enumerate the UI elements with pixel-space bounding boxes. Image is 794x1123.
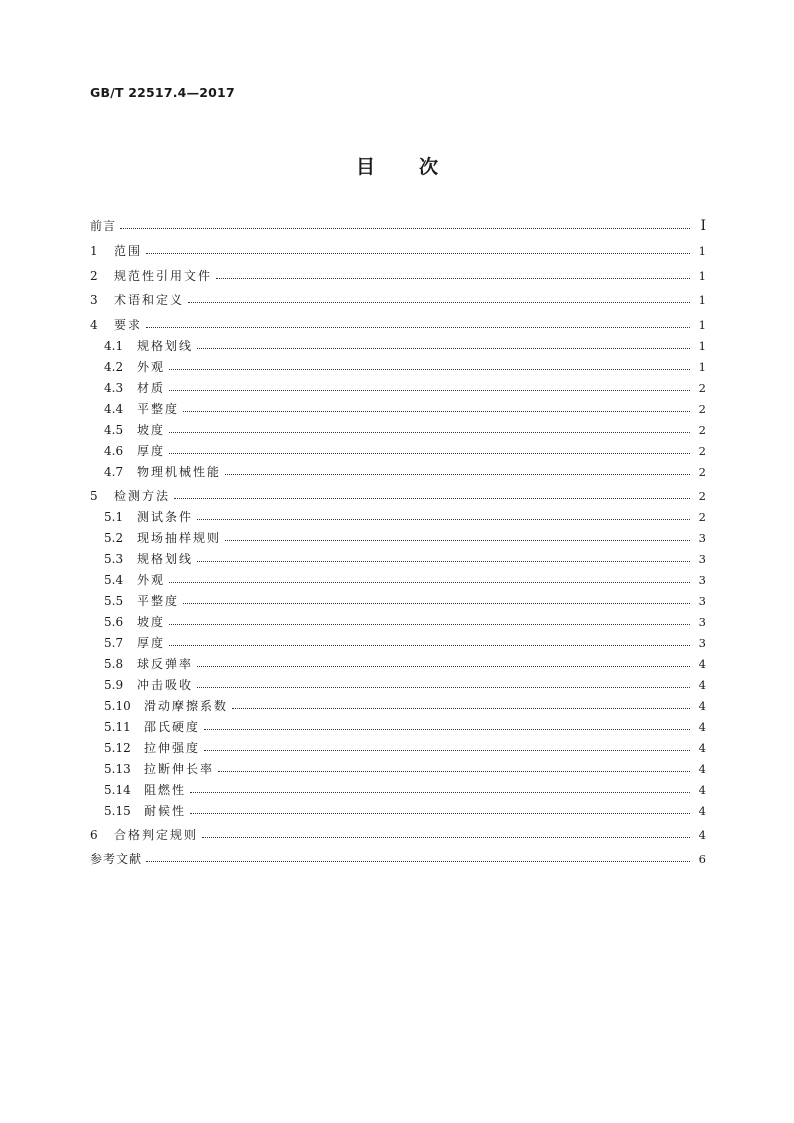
toc-leader-dots xyxy=(204,739,690,757)
toc-entry-number: 4.5 xyxy=(104,423,124,437)
toc-entry-number: 5.13 xyxy=(104,762,131,776)
toc-entry-5-8[interactable] xyxy=(90,655,706,673)
toc-entry-5-12[interactable] xyxy=(90,739,706,757)
toc-entry-title: 外观 xyxy=(137,573,166,587)
toc-entry-page: 2 xyxy=(698,402,706,416)
toc-entry-page: 1 xyxy=(698,339,706,353)
toc-entry-4-5[interactable] xyxy=(90,421,706,439)
toc-entry-title: 坡度 xyxy=(137,615,166,629)
toc-leader-dots xyxy=(197,676,690,694)
toc-entry-title: 滑动摩擦系数 xyxy=(144,699,229,713)
toc-entry-title: 外观 xyxy=(137,360,166,374)
toc-leader-dots xyxy=(183,592,690,610)
toc-leader-dots xyxy=(197,337,690,355)
toc-entry-5-4[interactable] xyxy=(90,571,706,589)
toc-entry-5[interactable] xyxy=(90,487,706,505)
page-title-char-2: 次 xyxy=(419,156,439,178)
toc-entry-title: 要求 xyxy=(114,318,143,332)
toc-leader-dots xyxy=(197,508,690,526)
toc-entry-title: 坡度 xyxy=(137,423,166,437)
toc-entry-4-2[interactable] xyxy=(90,358,706,376)
toc-entry-number: 6 xyxy=(90,828,98,842)
toc-entry-page: 4 xyxy=(698,783,706,797)
toc-leader-dots xyxy=(174,487,690,505)
toc-entry-page: 4 xyxy=(698,657,706,671)
toc-leader-dots xyxy=(169,379,690,397)
toc-entry-page: 4 xyxy=(698,678,706,692)
toc-entry-page: 2 xyxy=(698,444,706,458)
toc-leader-dots xyxy=(169,442,690,460)
toc-entry-5-11[interactable] xyxy=(90,718,706,736)
toc-entry-number: 5.4 xyxy=(104,573,124,587)
toc-entry-page: 2 xyxy=(698,423,706,437)
toc-entry-number: 5.15 xyxy=(104,804,131,818)
toc-entry-number: 5.9 xyxy=(104,678,124,692)
toc-entry-title: 规范性引用文件 xyxy=(114,269,213,283)
toc-leader-dots xyxy=(204,718,690,736)
toc-entry-page: 6 xyxy=(698,852,706,866)
toc-entry-5-3[interactable] xyxy=(90,550,706,568)
toc-leader-dots xyxy=(146,316,690,334)
page-title-char-1: 目 xyxy=(355,156,375,178)
toc-entry-5-10[interactable] xyxy=(90,697,706,715)
toc-entry-number: 5.11 xyxy=(104,720,131,734)
toc-entry-page: 1 xyxy=(698,293,706,307)
toc-entry-title: 厚度 xyxy=(137,636,166,650)
toc-entry-number: 4.2 xyxy=(104,360,124,374)
toc-entry-number: 4.4 xyxy=(104,402,124,416)
toc-entry-page: 3 xyxy=(698,573,706,587)
toc-entry-title: 邵氏硬度 xyxy=(144,720,201,734)
toc-entry-number: 4.3 xyxy=(104,381,124,395)
toc-entry-title: 参考文献 xyxy=(90,852,143,866)
toc-leader-dots xyxy=(120,217,690,235)
toc-entry-title: 检测方法 xyxy=(114,489,171,503)
toc-entry-5-6[interactable] xyxy=(90,613,706,631)
toc-entry-title: 厚度 xyxy=(137,444,166,458)
toc-entry-foreword[interactable] xyxy=(90,217,706,235)
toc-entry-3[interactable] xyxy=(90,291,706,309)
toc-leader-dots xyxy=(218,760,690,778)
toc-entry-5-15[interactable] xyxy=(90,802,706,820)
toc-entry-2[interactable] xyxy=(90,267,706,285)
toc-leader-dots xyxy=(169,358,690,376)
toc-leader-dots xyxy=(183,400,690,418)
toc-entry-title: 阻燃性 xyxy=(144,783,187,797)
toc-entry-page: 4 xyxy=(698,828,706,842)
toc-entry-page: 3 xyxy=(698,594,706,608)
toc-entry-5-9[interactable] xyxy=(90,676,706,694)
toc-entry-1[interactable] xyxy=(90,242,706,260)
toc-leader-dots xyxy=(232,697,690,715)
toc-entry-4-3[interactable] xyxy=(90,379,706,397)
toc-entry-title: 合格判定规则 xyxy=(114,828,199,842)
toc-entry-page: 4 xyxy=(698,741,706,755)
toc-leader-dots xyxy=(197,655,690,673)
toc-entry-number: 5 xyxy=(90,489,98,503)
toc-entry-page: 2 xyxy=(698,489,706,503)
toc-entry-number: 5.1 xyxy=(104,510,124,524)
toc-entry-number: 5.5 xyxy=(104,594,124,608)
toc-entry-page: 1 xyxy=(698,360,706,374)
toc-entry-number: 4.7 xyxy=(104,465,124,479)
toc-leader-dots xyxy=(188,291,690,309)
toc-entry-title: 物理机械性能 xyxy=(137,465,222,479)
toc-leader-dots xyxy=(225,529,690,547)
toc-leader-dots xyxy=(146,242,690,260)
toc-entry-title: 术语和定义 xyxy=(114,293,185,307)
toc-entry-title: 球反弹率 xyxy=(137,657,194,671)
toc-entry-number: 3 xyxy=(90,293,98,307)
toc-entry-title: 测试条件 xyxy=(137,510,194,524)
toc-entry-page: 3 xyxy=(698,531,706,545)
toc-entry-page: 3 xyxy=(698,552,706,566)
toc-leader-dots xyxy=(169,613,690,631)
toc-leader-dots xyxy=(169,421,690,439)
toc-leader-dots xyxy=(202,826,690,844)
toc-entry-number: 4.1 xyxy=(104,339,124,353)
toc-entry-title: 平整度 xyxy=(137,594,180,608)
toc-entry-4[interactable] xyxy=(90,316,706,334)
toc-entry-6[interactable] xyxy=(90,826,706,844)
toc-entry-title: 平整度 xyxy=(137,402,180,416)
toc-entry-5-1[interactable] xyxy=(90,508,706,526)
toc-entry-title: 材质 xyxy=(137,381,166,395)
toc-entry-number: 5.12 xyxy=(104,741,131,755)
toc-entry-title: 规格划线 xyxy=(137,552,194,566)
toc-entry-title: 前言 xyxy=(90,219,117,233)
toc-entry-5-2[interactable] xyxy=(90,529,706,547)
toc-entry-page: 2 xyxy=(698,465,706,479)
toc-entry-page: 3 xyxy=(698,636,706,650)
toc-leader-dots xyxy=(146,850,690,868)
toc-entry-number: 4.6 xyxy=(104,444,124,458)
toc-entry-title: 规格划线 xyxy=(137,339,194,353)
toc-entry-page: 1 xyxy=(698,244,706,258)
toc-entry-number: 1 xyxy=(90,244,98,258)
toc-entry-title: 拉断伸长率 xyxy=(144,762,215,776)
toc-entry-title: 范围 xyxy=(114,244,143,258)
toc-entry-page: 2 xyxy=(698,381,706,395)
toc-entry-page: 2 xyxy=(698,510,706,524)
toc-entry-title: 现场抽样规则 xyxy=(137,531,222,545)
toc-leader-dots xyxy=(190,802,690,820)
toc-entry-number: 4 xyxy=(90,318,98,332)
toc-entry-number: 5.14 xyxy=(104,783,131,797)
toc-leader-dots xyxy=(190,781,690,799)
toc-entry-page: 4 xyxy=(698,699,706,713)
toc-entry-number: 5.8 xyxy=(104,657,124,671)
toc-entry-4-4[interactable] xyxy=(90,400,706,418)
toc-entry-page: 1 xyxy=(698,318,706,332)
toc-entry-number: 5.3 xyxy=(104,552,124,566)
toc-entry-number: 5.7 xyxy=(104,636,124,650)
toc-entry-number: 2 xyxy=(90,269,98,283)
toc-entry-title: 冲击吸收 xyxy=(137,678,194,692)
toc-leader-dots xyxy=(169,571,690,589)
toc-leader-dots xyxy=(169,634,690,652)
toc-entry-page: 4 xyxy=(698,804,706,818)
toc-entry-4-7[interactable] xyxy=(90,463,706,481)
toc-entry-page: 1 xyxy=(698,269,706,283)
table-of-contents xyxy=(90,0,706,1123)
toc-entry-4-6[interactable] xyxy=(90,442,706,460)
toc-entry-number: 5.6 xyxy=(104,615,124,629)
toc-entry-5-5[interactable] xyxy=(90,592,706,610)
toc-entry-number: 5.10 xyxy=(104,699,131,713)
toc-entry-bibliography[interactable] xyxy=(90,850,706,868)
toc-entry-5-13[interactable] xyxy=(90,760,706,778)
toc-entry-title: 耐候性 xyxy=(144,804,187,818)
toc-entry-5-7[interactable] xyxy=(90,634,706,652)
standard-number: GB/T 22517.4—2017 xyxy=(90,85,235,100)
toc-entry-4-1[interactable] xyxy=(90,337,706,355)
toc-entry-number: 5.2 xyxy=(104,531,124,545)
toc-leader-dots xyxy=(225,463,690,481)
toc-leader-dots xyxy=(216,267,690,285)
toc-leader-dots xyxy=(197,550,690,568)
toc-entry-page: 4 xyxy=(698,762,706,776)
toc-entry-title: 拉伸强度 xyxy=(144,741,201,755)
toc-entry-page: I xyxy=(700,218,706,234)
toc-entry-5-14[interactable] xyxy=(90,781,706,799)
toc-entry-page: 4 xyxy=(698,720,706,734)
toc-entry-page: 3 xyxy=(698,615,706,629)
